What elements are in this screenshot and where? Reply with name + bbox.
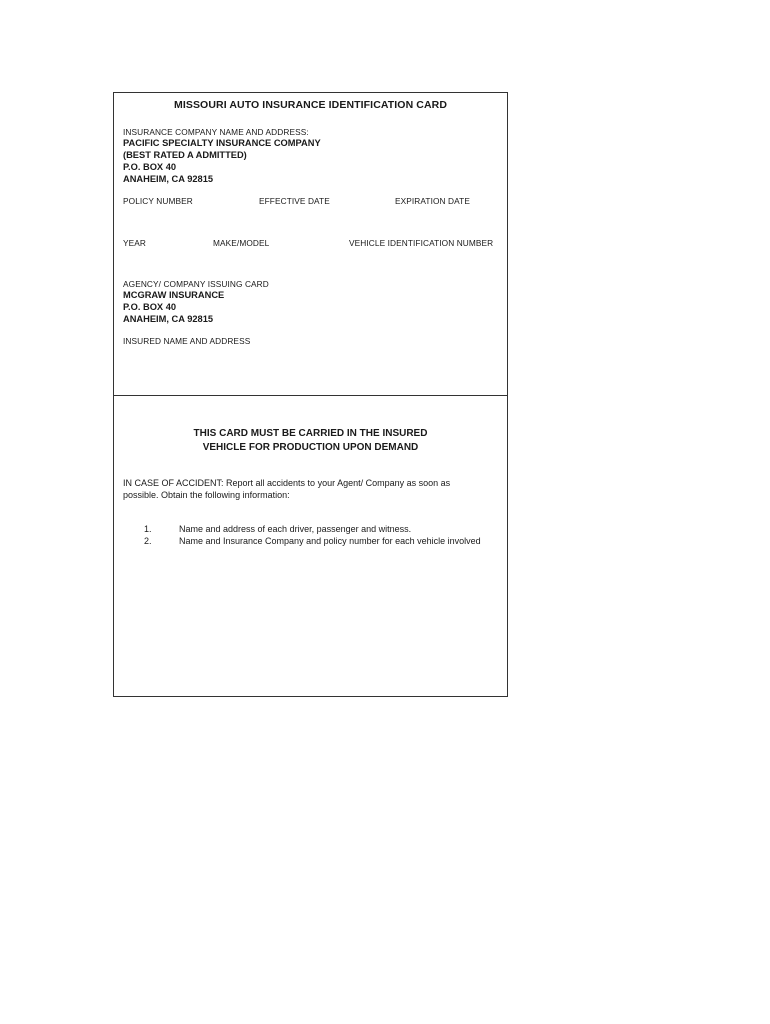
card-title: MISSOURI AUTO INSURANCE IDENTIFICATION CARD <box>173 99 448 111</box>
list-item-text: Name and address of each driver, passenger and witness. <box>179 524 412 534</box>
agency-info <box>123 289 224 325</box>
list-item-number: 1. <box>144 524 152 534</box>
agency-label: AGENCY/ COMPANY ISSUING CARD <box>123 279 269 289</box>
company-rating: (BEST RATED A ADMITTED) <box>123 150 247 160</box>
agency-city: ANAHEIM, CA 92815 <box>123 314 214 324</box>
year-label: YEAR <box>123 238 146 248</box>
list-item <box>144 535 489 547</box>
list-item-text: Name and Insurance Company and policy number for each vehicle involved <box>179 536 481 546</box>
carry-notice-line-1: THIS CARD MUST BE CARRIED IN THE INSURED <box>193 428 428 439</box>
insurance-id-card <box>113 92 508 697</box>
info-list <box>144 523 489 547</box>
policy-number-label: POLICY NUMBER <box>123 196 193 206</box>
card-front <box>114 93 507 396</box>
make-model-label: MAKE/MODEL <box>213 238 270 248</box>
card-back <box>114 396 507 696</box>
insured-label: INSURED NAME AND ADDRESS <box>123 336 251 346</box>
agency-name: MCGRAW INSURANCE <box>123 290 225 300</box>
effective-date-label: EFFECTIVE DATE <box>259 196 330 206</box>
expiration-date-label: EXPIRATION DATE <box>395 196 470 206</box>
list-item <box>144 523 489 535</box>
accident-line-1: IN CASE OF ACCIDENT: Report all accidents to your Agent/ Company as soon as <box>123 478 451 488</box>
company-info <box>123 137 321 185</box>
vin-label: VEHICLE IDENTIFICATION NUMBER <box>349 238 494 248</box>
company-label: INSURANCE COMPANY NAME AND ADDRESS: <box>123 127 309 137</box>
accident-line-2: possible. Obtain the following information: <box>123 490 290 500</box>
accident-instructions <box>123 477 498 501</box>
carry-notice <box>114 427 507 455</box>
carry-notice-line-2: VEHICLE FOR PRODUCTION UPON DEMAND <box>202 442 419 453</box>
company-po-box: P.O. BOX 40 <box>123 162 177 172</box>
agency-po-box: P.O. BOX 40 <box>123 302 177 312</box>
company-city: ANAHEIM, CA 92815 <box>123 174 214 184</box>
company-name: PACIFIC SPECIALTY INSURANCE COMPANY <box>123 138 321 148</box>
list-item-number: 2. <box>144 536 152 546</box>
